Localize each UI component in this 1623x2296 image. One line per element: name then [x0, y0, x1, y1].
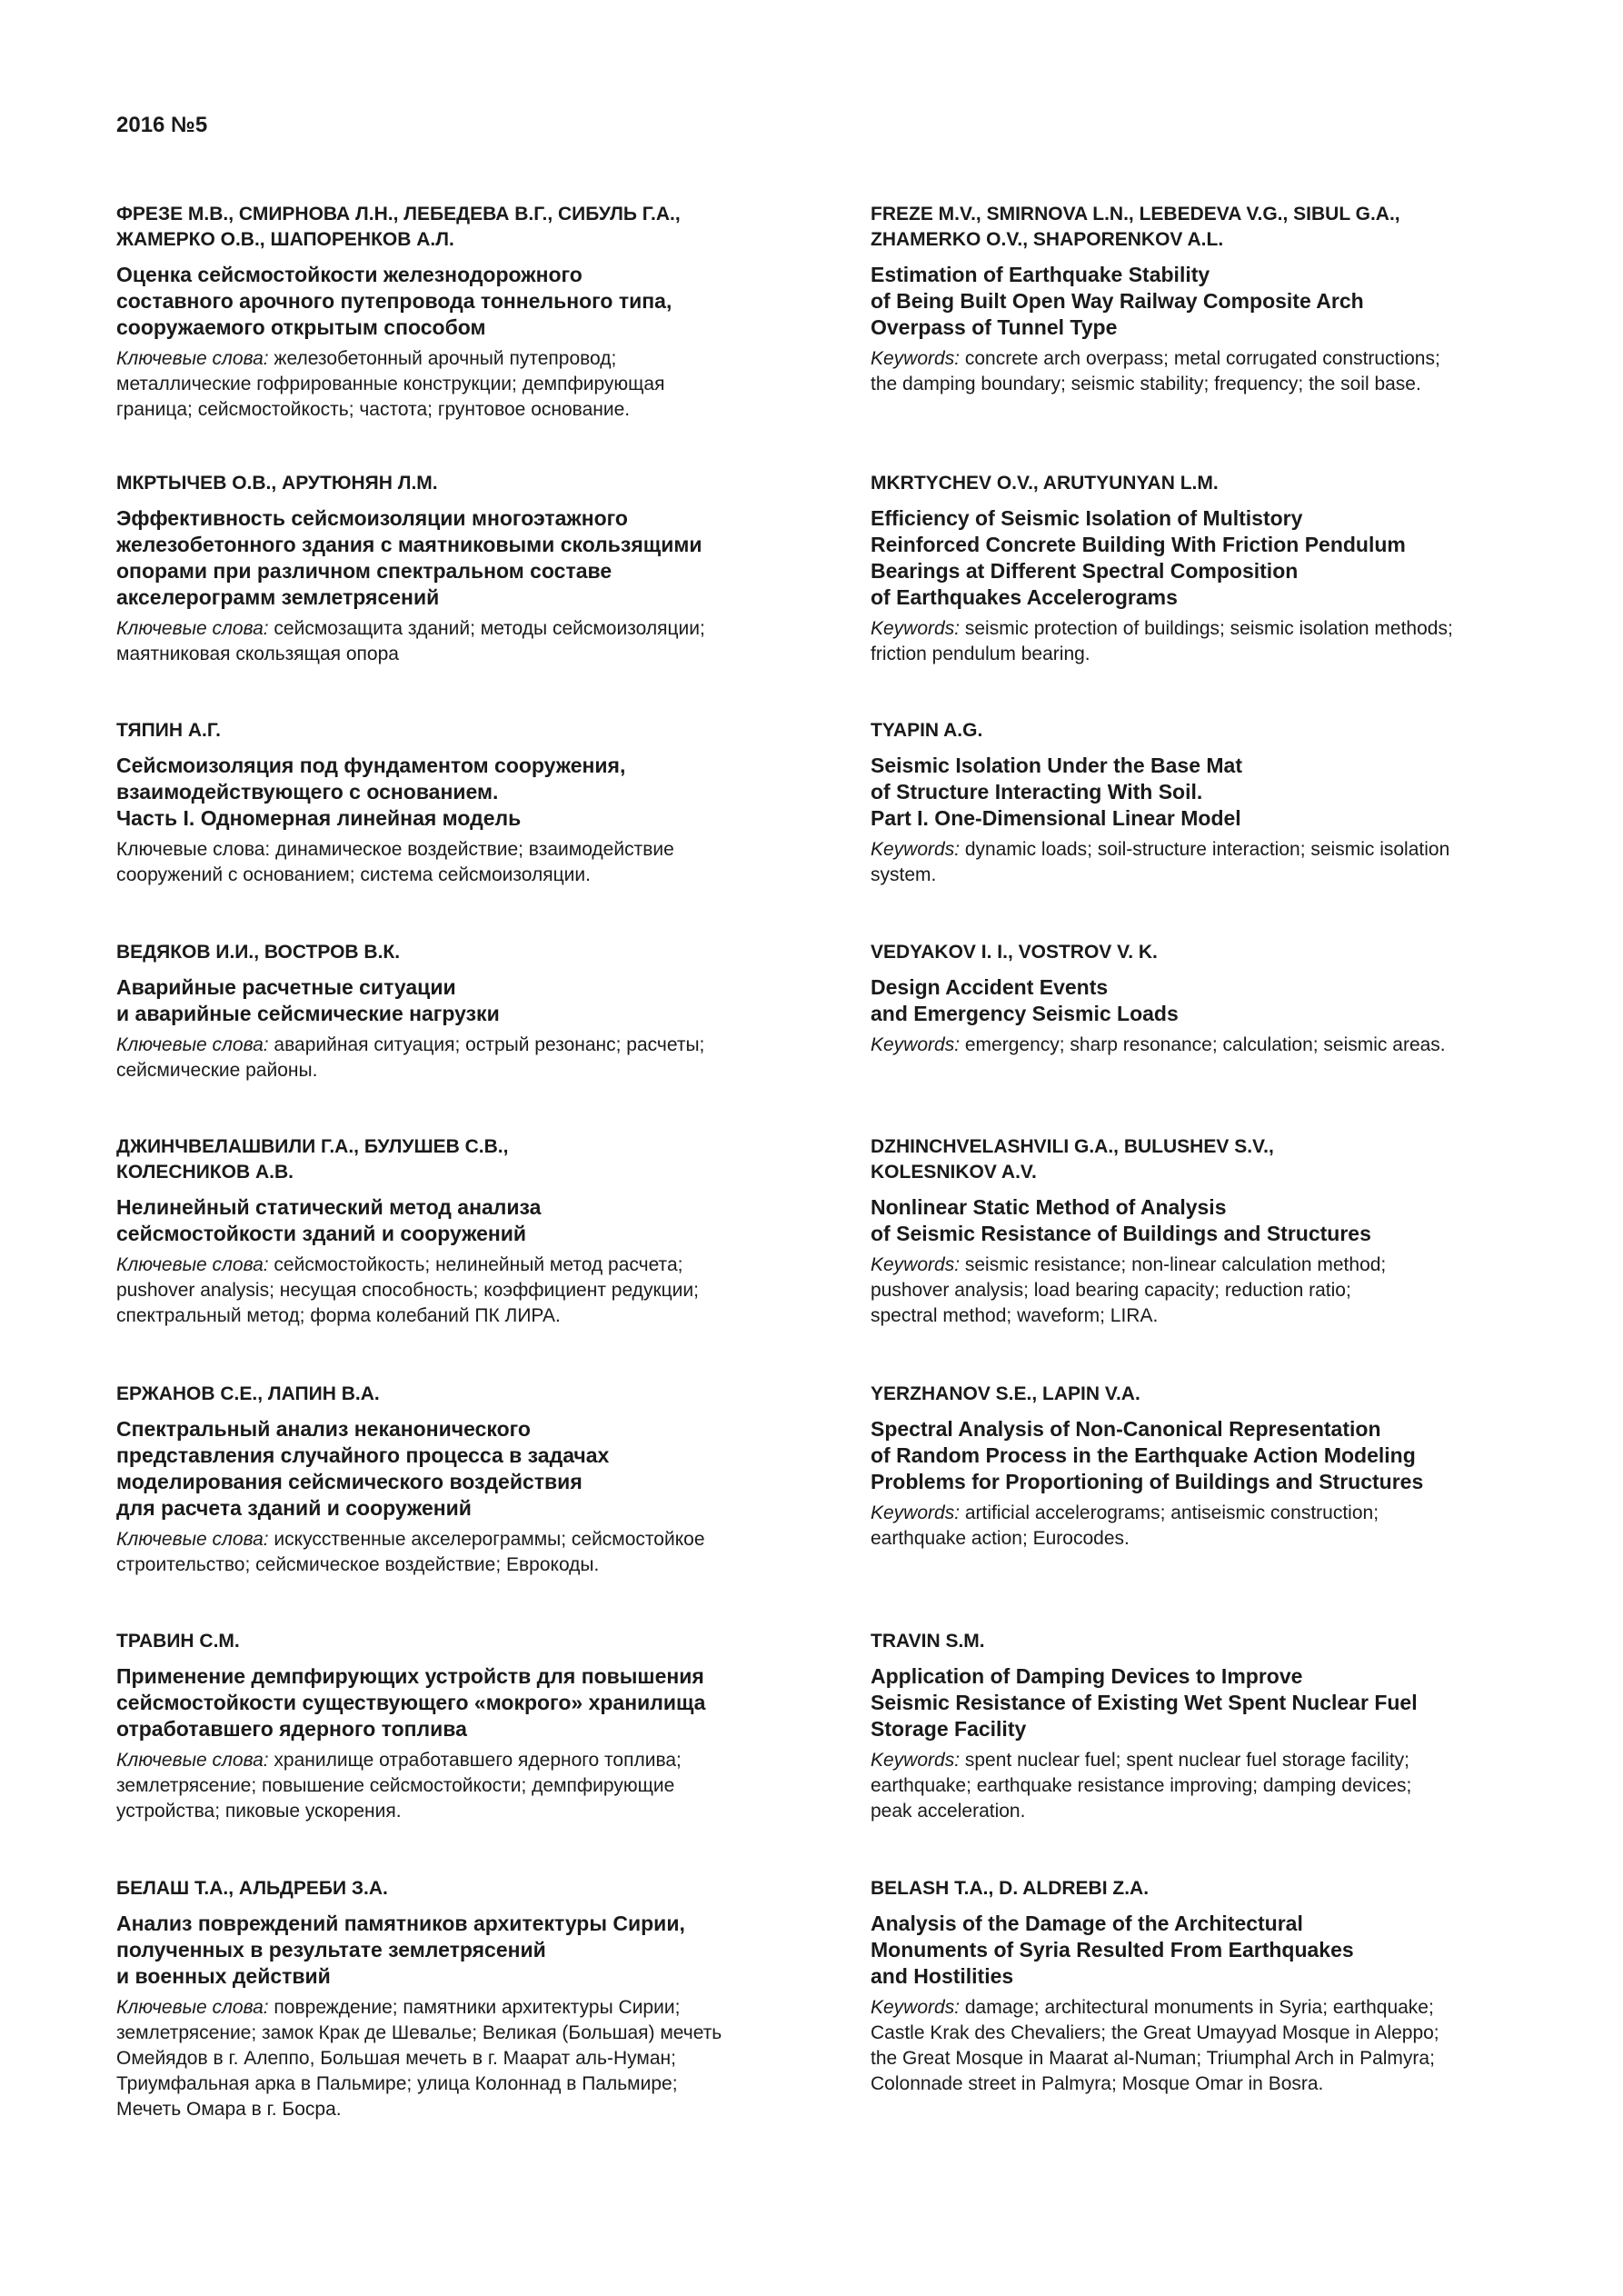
- article-entry: [871, 1134, 1570, 1329]
- author-line: ДЖИНЧВЕЛАШВИЛИ Г.А., БУЛУШЕВ С.В.,: [116, 1136, 509, 1157]
- keywords-text: маятниковая скользящая опора: [116, 644, 399, 664]
- title-line: представления случайного процесса в задачах: [116, 1443, 610, 1467]
- article-entry: [871, 1382, 1570, 1552]
- article-keywords: [871, 346, 1570, 397]
- title-line: отработавшего ядерного топлива: [116, 1717, 467, 1741]
- article-authors: [871, 1876, 1570, 1902]
- article-title: [116, 974, 816, 1027]
- keywords-text: металлические гофрированные конструкции; демпфирующая: [116, 374, 665, 394]
- keywords-line: [871, 346, 1570, 372]
- keywords-text: pushover analysis; несущая способность; коэффициент редукции;: [116, 1280, 699, 1301]
- article-keywords: [871, 616, 1570, 667]
- article-entry: [116, 471, 816, 667]
- author-line: MKRTYCHEV O.V., ARUTYUNYAN L.M.: [871, 473, 1219, 494]
- title-line: Сейсмоизоляция под фундаментом сооружения,: [116, 754, 626, 777]
- keywords-text: the Great Mosque in Maarat al-Numan; Triumphal Arch in Palmyra;: [871, 2048, 1435, 2069]
- keywords-text: spent nuclear fuel; spent nuclear fuel storage facility;: [960, 1750, 1409, 1771]
- keywords-line: [116, 1552, 816, 1578]
- keywords-line: [116, 1773, 816, 1799]
- keywords-text: строительство; сейсмическое воздействие; Еврокоды.: [116, 1554, 600, 1575]
- title-line: Reinforced Concrete Building With Friction Pendulum: [871, 533, 1406, 556]
- title-line: Spectral Analysis of Non-Canonical Representation: [871, 1417, 1381, 1441]
- keywords-text: peak acceleration.: [871, 1801, 1026, 1822]
- keywords-line: [871, 1501, 1570, 1526]
- title-line: Monuments of Syria Resulted From Earthquakes: [871, 1938, 1354, 1962]
- keywords-line: [871, 2071, 1570, 2097]
- keywords-line: [116, 1303, 816, 1329]
- keywords-text: the damping boundary; seismic stability; frequency; the soil base.: [871, 374, 1421, 394]
- article-authors: [116, 1134, 816, 1185]
- keywords-text: Colonnade street in Palmyra; Mosque Omar in Bosra.: [871, 2073, 1324, 2094]
- title-line: Нелинейный статический метод анализа: [116, 1195, 542, 1219]
- author-line: ТРАВИН С.М.: [116, 1631, 240, 1652]
- keywords-text: seismic protection of buildings; seismic isolation methods;: [960, 618, 1453, 639]
- keywords-line: [871, 2021, 1570, 2046]
- author-line: KOLESNIKOV A.V.: [871, 1162, 1037, 1183]
- article-keywords: [116, 1527, 816, 1578]
- article-authors: [871, 1382, 1570, 1407]
- keywords-line: [116, 1995, 816, 2021]
- keywords-line: [116, 1799, 816, 1824]
- keywords-line: [116, 1253, 816, 1278]
- article-keywords: [116, 1995, 816, 2122]
- title-line: составного арочного путепровода тоннельного типа,: [116, 289, 672, 313]
- author-line: TYAPIN A.G.: [871, 720, 983, 741]
- author-line: ВЕДЯКОВ И.И., ВОСТРОВ В.К.: [116, 942, 401, 963]
- keywords-line: [871, 1526, 1570, 1552]
- keywords-label: Keywords:: [871, 1997, 961, 2018]
- article-entry: [871, 1876, 1570, 2097]
- article-title: [871, 1663, 1570, 1742]
- keywords-line: [871, 616, 1570, 642]
- keywords-label: Ключевые слова:: [116, 1254, 269, 1275]
- keywords-text: Триумфальная арка в Пальмире; улица Колоннад в Пальмире;: [116, 2073, 678, 2094]
- keywords-text: dynamic loads; soil-structure interaction; seismic isolation: [960, 839, 1450, 860]
- keywords-line: [871, 837, 1570, 863]
- title-line: Design Accident Events: [871, 975, 1109, 999]
- keywords-line: [116, 346, 816, 372]
- issue-number: 2016 №5: [116, 113, 208, 137]
- title-line: Применение демпфирующих устройств для повышения: [116, 1664, 704, 1688]
- article-title: [871, 1416, 1570, 1495]
- keywords-text: Ключевые слова: динамическое воздействие; взаимодействие: [116, 839, 674, 860]
- title-line: Problems for Proportioning of Buildings and Structures: [871, 1470, 1424, 1493]
- title-line: и аварийные сейсмические нагрузки: [116, 1002, 500, 1025]
- keywords-label: Keywords:: [871, 839, 961, 860]
- article-title: [116, 1194, 816, 1247]
- article-title: [871, 262, 1570, 341]
- title-line: Overpass of Tunnel Type: [871, 315, 1118, 339]
- keywords-label: Keywords:: [871, 348, 961, 369]
- keywords-line: [871, 1033, 1570, 1058]
- title-line: Анализ повреждений памятников архитектуры Сирии,: [116, 1912, 685, 1935]
- title-line: сейсмостойкости зданий и сооружений: [116, 1222, 527, 1245]
- keywords-line: [871, 642, 1570, 667]
- article-entry: [116, 940, 816, 1083]
- keywords-text: friction pendulum bearing.: [871, 644, 1090, 664]
- keywords-text: аварийная ситуация; острый резонанс; расчеты;: [268, 1034, 705, 1055]
- title-line: of Being Built Open Way Railway Composite Arch: [871, 289, 1364, 313]
- title-line: of Seismic Resistance of Buildings and Structures: [871, 1222, 1371, 1245]
- title-line: Оценка сейсмостойкости железнодорожного: [116, 263, 582, 286]
- article-title: [871, 505, 1570, 611]
- keywords-line: [116, 1527, 816, 1552]
- keywords-line: [871, 1253, 1570, 1278]
- keywords-text: seismic resistance; non-linear calculation method;: [960, 1254, 1387, 1275]
- keywords-label: Ключевые слова:: [116, 618, 269, 639]
- article-keywords: [116, 837, 816, 888]
- keywords-line: [116, 2046, 816, 2071]
- title-line: Аварийные расчетные ситуации: [116, 975, 456, 999]
- article-authors: [116, 718, 816, 744]
- article-entry: [116, 1134, 816, 1329]
- author-line: ЕРЖАНОВ С.Е., ЛАПИН В.А.: [116, 1383, 380, 1404]
- keywords-line: [871, 863, 1570, 888]
- title-line: Эффективность сейсмоизоляции многоэтажного: [116, 506, 628, 530]
- article-title: [871, 1194, 1570, 1247]
- author-line: FREZE M.V., SMIRNOVA L.N., LEBEDEVA V.G., SIBUL G.A.,: [871, 204, 1400, 225]
- keywords-line: [871, 1995, 1570, 2021]
- article-title: [116, 262, 816, 341]
- keywords-text: спектральный метод; форма колебаний ПК ЛИРА.: [116, 1305, 561, 1326]
- keywords-label: Ключевые слова:: [116, 348, 269, 369]
- article-entry: [871, 1629, 1570, 1824]
- article-keywords: [116, 1253, 816, 1329]
- keywords-text: устройства; пиковые ускорения.: [116, 1801, 402, 1822]
- title-line: Nonlinear Static Method of Analysis: [871, 1195, 1227, 1219]
- title-line: and Emergency Seismic Loads: [871, 1002, 1179, 1025]
- article-title: [116, 1663, 816, 1742]
- article-keywords: [871, 1253, 1570, 1329]
- article-keywords: [116, 346, 816, 423]
- title-line: Part I. One-Dimensional Linear Model: [871, 806, 1241, 830]
- author-line: DZHINCHVELASHVILI G.A., BULUSHEV S.V.,: [871, 1136, 1274, 1157]
- title-line: Analysis of the Damage of the Architectural: [871, 1912, 1303, 1935]
- keywords-text: сейсмостойкость; нелинейный метод расчета;: [268, 1254, 683, 1275]
- keywords-label: Keywords:: [871, 618, 961, 639]
- keywords-line: [871, 1799, 1570, 1824]
- title-line: Seismic Resistance of Existing Wet Spent Nuclear Fuel: [871, 1691, 1418, 1714]
- article-keywords: [871, 1995, 1570, 2097]
- title-line: для расчета зданий и сооружений: [116, 1496, 472, 1520]
- article-entry: [116, 1876, 816, 2122]
- article-authors: [116, 1382, 816, 1407]
- keywords-text: earthquake; earthquake resistance improving; damping devices;: [871, 1775, 1412, 1796]
- keywords-line: [871, 1278, 1570, 1303]
- keywords-label: Keywords:: [871, 1502, 961, 1523]
- title-line: акселерограмм землетрясений: [116, 585, 440, 609]
- keywords-line: [116, 1033, 816, 1058]
- keywords-text: железобетонный арочный путепровод;: [268, 348, 617, 369]
- keywords-text: хранилище отработавшего ядерного топлива;: [268, 1750, 682, 1771]
- title-line: и военных действий: [116, 1964, 331, 1988]
- keywords-text: Омейядов в г. Алеппо, Большая мечеть в г. Маарат аль-Нуман;: [116, 2048, 676, 2069]
- author-line: МКРТЫЧЕВ О.В., АРУТЮНЯН Л.М.: [116, 473, 438, 494]
- title-line: сооружаемого открытым способом: [116, 315, 486, 339]
- keywords-line: [116, 2071, 816, 2097]
- keywords-line: [116, 1058, 816, 1083]
- article-keywords: [871, 1033, 1570, 1058]
- article-authors: [871, 1629, 1570, 1654]
- author-line: YERZHANOV S.E., LAPIN V.A.: [871, 1383, 1140, 1404]
- keywords-line: [116, 2021, 816, 2046]
- keywords-label: Ключевые слова:: [116, 1750, 269, 1771]
- article-authors: [871, 940, 1570, 965]
- keywords-line: [116, 837, 816, 863]
- article-title: [871, 753, 1570, 832]
- keywords-text: system.: [871, 864, 937, 885]
- title-line: Спектральный анализ неканонического: [116, 1417, 531, 1441]
- article-entry: [871, 940, 1570, 1058]
- article-authors: [116, 1876, 816, 1902]
- article-title: [871, 1911, 1570, 1990]
- article-authors: [871, 202, 1570, 253]
- article-title: [116, 753, 816, 832]
- article-title: [871, 974, 1570, 1027]
- article-entry: [871, 718, 1570, 888]
- keywords-label: Keywords:: [871, 1254, 961, 1275]
- keywords-line: [116, 1748, 816, 1773]
- keywords-text: earthquake action; Eurocodes.: [871, 1528, 1130, 1549]
- title-line: сейсмостойкости существующего «мокрого» хранилища: [116, 1691, 706, 1714]
- keywords-line: [871, 2046, 1570, 2071]
- keywords-text: землетрясение; повышение сейсмостойкости; демпфирующие: [116, 1775, 675, 1796]
- keywords-text: граница; сейсмостойкость; частота; грунтовое основание.: [116, 399, 631, 420]
- article-title: [116, 1911, 816, 1990]
- author-line: TRAVIN S.M.: [871, 1631, 985, 1652]
- article-keywords: [116, 616, 816, 667]
- article-title: [116, 1416, 816, 1522]
- article-title: [116, 505, 816, 611]
- keywords-text: искусственные акселерограммы; сейсмостойкое: [268, 1529, 705, 1550]
- title-line: and Hostilities: [871, 1964, 1014, 1988]
- keywords-text: сейсмические районы.: [116, 1060, 318, 1081]
- title-line: Efficiency of Seismic Isolation of Multistory: [871, 506, 1303, 530]
- title-line: железобетонного здания с маятниковыми скользящими: [116, 533, 702, 556]
- keywords-text: spectral method; waveform; LIRA.: [871, 1305, 1159, 1326]
- author-line: ЖАМЕРКО О.В., ШАПОРЕНКОВ А.Л.: [116, 229, 454, 250]
- article-authors: [116, 1629, 816, 1654]
- article-entry: [871, 471, 1570, 667]
- author-line: BELASH T.A., D. ALDREBI Z.A.: [871, 1878, 1150, 1899]
- article-entry: [116, 718, 816, 888]
- keywords-text: damage; architectural monuments in Syria; earthquake;: [960, 1997, 1434, 2018]
- article-keywords: [871, 1501, 1570, 1552]
- article-entry: [116, 1629, 816, 1824]
- keywords-line: [116, 616, 816, 642]
- keywords-line: [871, 1773, 1570, 1799]
- keywords-text: землетрясение; замок Крак де Шевалье; Великая (Большая) мечеть: [116, 2022, 722, 2043]
- author-line: ФРЕЗЕ М.В., СМИРНОВА Л.Н., ЛЕБЕДЕВА В.Г., СИБУЛЬ Г.А.,: [116, 204, 681, 225]
- article-authors: [116, 471, 816, 496]
- title-line: Estimation of Earthquake Stability: [871, 263, 1210, 286]
- keywords-line: [871, 1748, 1570, 1773]
- keywords-line: [116, 1278, 816, 1303]
- keywords-text: сейсмозащита зданий; методы сейсмоизоляции;: [268, 618, 705, 639]
- title-line: взаимодействующего с основанием.: [116, 780, 499, 804]
- article-authors: [871, 1134, 1570, 1185]
- article-authors: [871, 718, 1570, 744]
- keywords-line: [871, 372, 1570, 397]
- keywords-text: сооружений с основанием; система сейсмоизоляции.: [116, 864, 591, 885]
- title-line: Bearings at Different Spectral Composition: [871, 559, 1299, 583]
- author-line: БЕЛАШ Т.А., АЛЬДРЕБИ З.А.: [116, 1878, 388, 1899]
- keywords-line: [116, 372, 816, 397]
- keywords-line: [116, 863, 816, 888]
- keywords-line: [116, 2097, 816, 2122]
- title-line: Storage Facility: [871, 1717, 1027, 1741]
- keywords-text: artificial accelerograms; antiseismic construction;: [960, 1502, 1379, 1523]
- title-line: of Structure Interacting With Soil.: [871, 780, 1203, 804]
- title-line: моделирования сейсмического воздействия: [116, 1470, 582, 1493]
- keywords-label: Ключевые слова:: [116, 1529, 269, 1550]
- article-keywords: [871, 1748, 1570, 1824]
- article-keywords: [116, 1033, 816, 1083]
- keywords-label: Keywords:: [871, 1750, 961, 1771]
- keywords-text: emergency; sharp resonance; calculation; seismic areas.: [960, 1034, 1446, 1055]
- title-line: Seismic Isolation Under the Base Mat: [871, 754, 1243, 777]
- keywords-label: Ключевые слова:: [116, 1997, 269, 2018]
- keywords-text: pushover analysis; load bearing capacity; reduction ratio;: [871, 1280, 1351, 1301]
- title-line: of Earthquakes Accelerograms: [871, 585, 1178, 609]
- title-line: опорами при различном спектральном составе: [116, 559, 612, 583]
- title-line: of Random Process in the Earthquake Action Modeling: [871, 1443, 1416, 1467]
- author-line: VEDYAKOV I. I., VOSTROV V. K.: [871, 942, 1158, 963]
- keywords-text: Мечеть Омара в г. Босра.: [116, 2099, 342, 2120]
- keywords-label: Ключевые слова:: [116, 1034, 269, 1055]
- author-line: ТЯПИН А.Г.: [116, 720, 221, 741]
- keywords-line: [116, 397, 816, 423]
- article-entry: [116, 1382, 816, 1578]
- keywords-line: [116, 642, 816, 667]
- keywords-text: Castle Krak des Chevaliers; the Great Umayyad Mosque in Aleppo;: [871, 2022, 1439, 2043]
- article-keywords: [871, 837, 1570, 888]
- article-keywords: [116, 1748, 816, 1824]
- article-entry: [116, 202, 816, 423]
- keywords-line: [871, 1303, 1570, 1329]
- title-line: Application of Damping Devices to Improve: [871, 1664, 1303, 1688]
- article-authors: [871, 471, 1570, 496]
- article-entry: [871, 202, 1570, 397]
- title-line: полученных в результате землетрясений: [116, 1938, 546, 1962]
- article-authors: [116, 202, 816, 253]
- author-line: КОЛЕСНИКОВ А.В.: [116, 1162, 294, 1183]
- keywords-text: concrete arch overpass; metal corrugated constructions;: [960, 348, 1440, 369]
- author-line: ZHAMERKO O.V., SHAPORENKOV A.L.: [871, 229, 1224, 250]
- title-line: Часть I. Одномерная линейная модель: [116, 806, 522, 830]
- keywords-text: повреждение; памятники архитектуры Сирии;: [268, 1997, 681, 2018]
- article-authors: [116, 940, 816, 965]
- keywords-label: Keywords:: [871, 1034, 961, 1055]
